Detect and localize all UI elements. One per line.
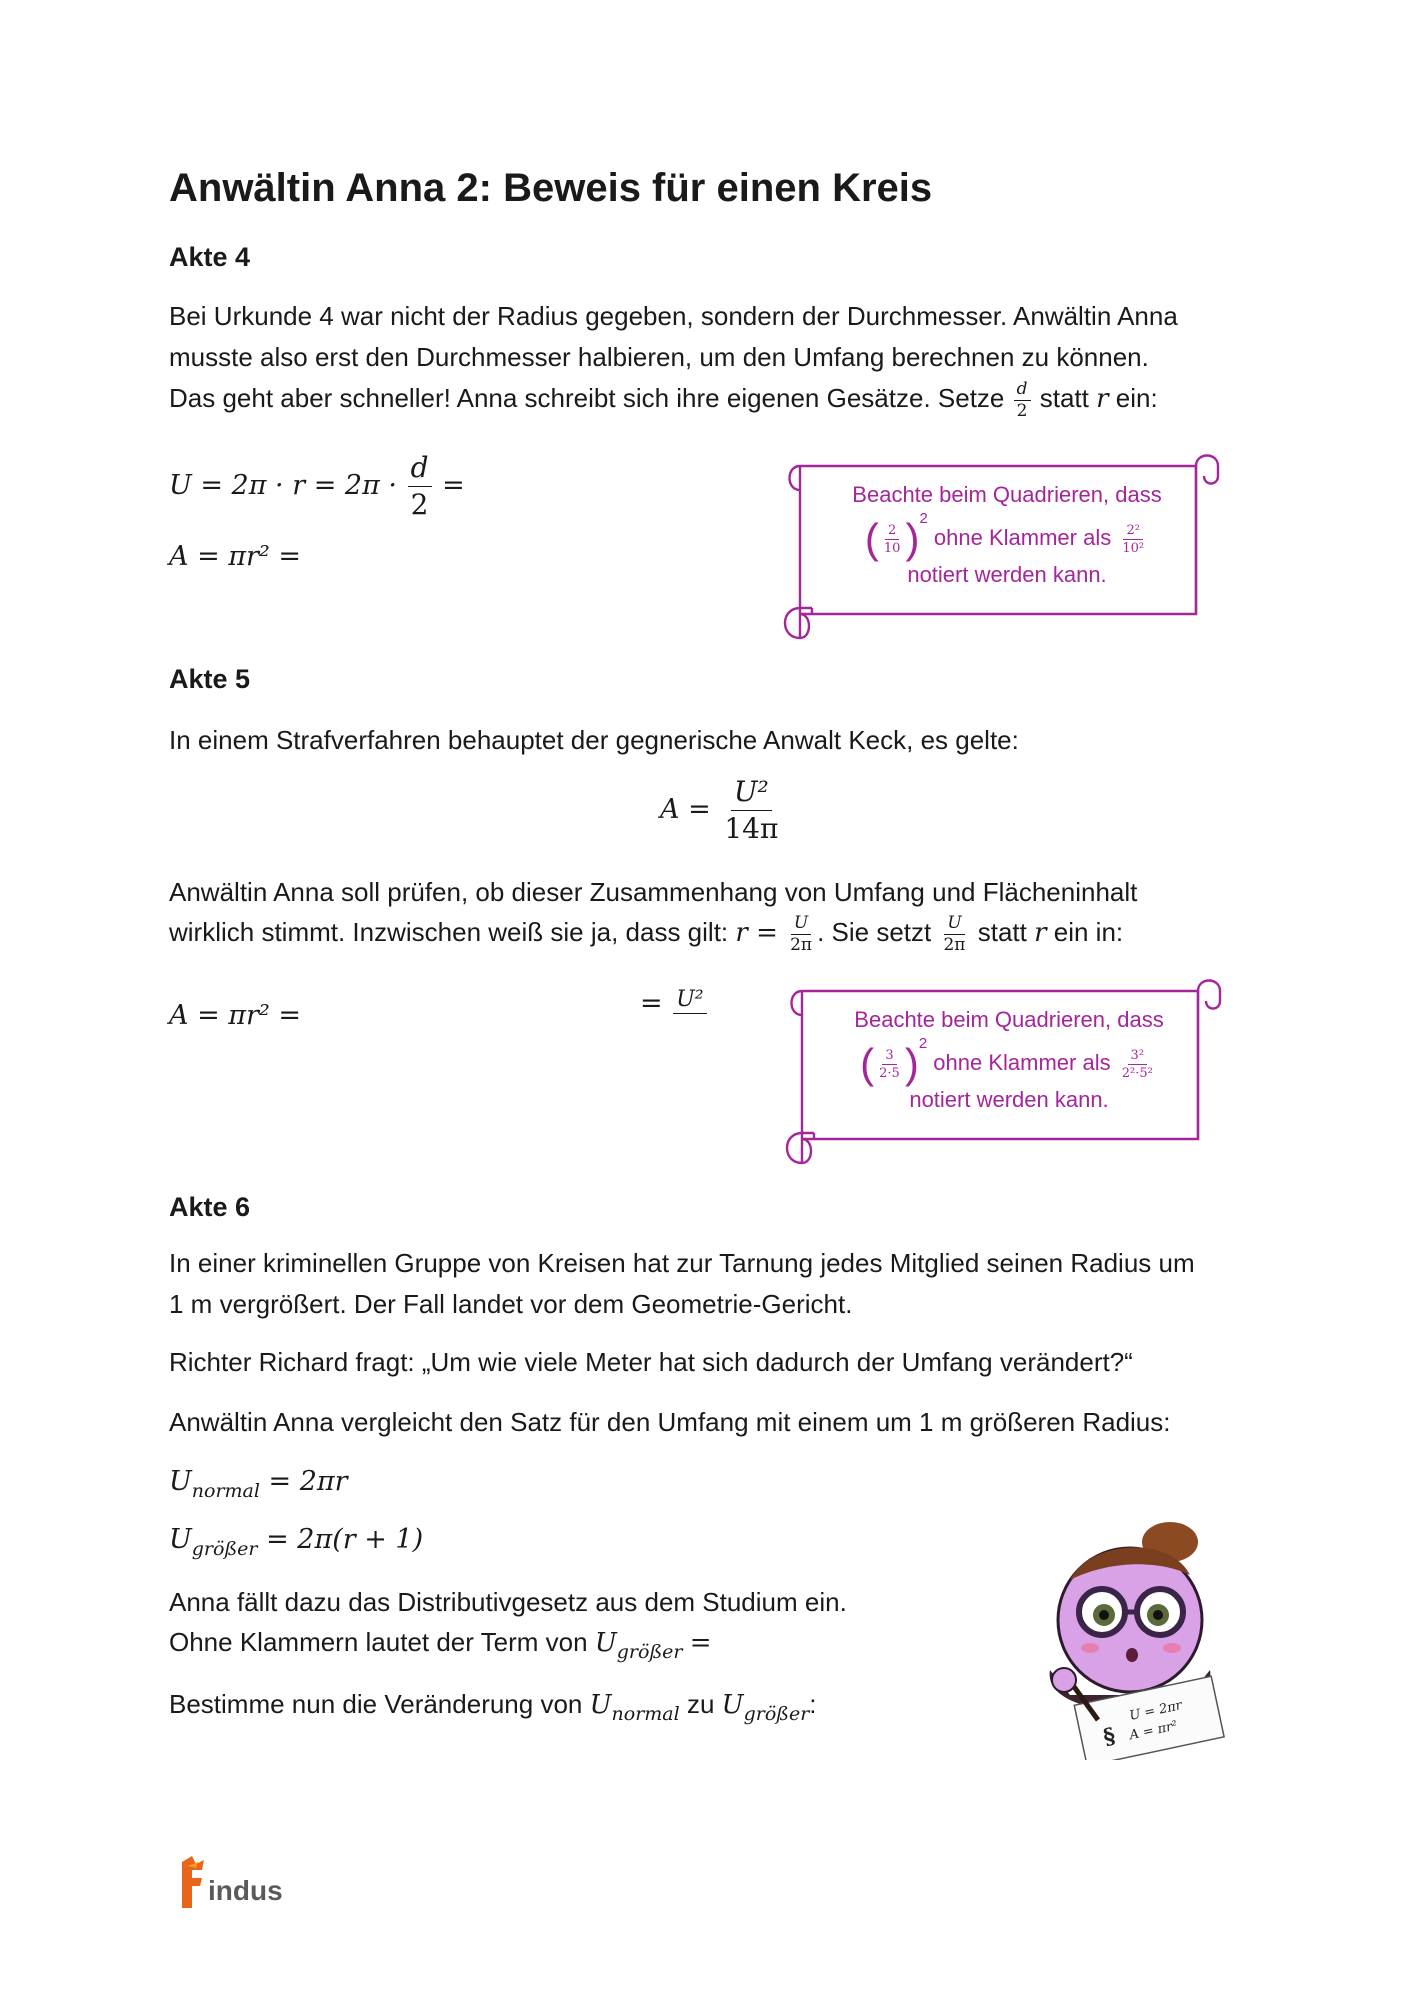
note1-result-fraction: $\frac{\text{2²}}{\text{10²}}$ xyxy=(1122,522,1145,556)
akte4-ein: ein: xyxy=(1115,383,1158,413)
equation-u-normal: $U_{normal} = 2\pi r$ xyxy=(169,1466,348,1502)
akte5-equation-a: A = πr² = xyxy=(169,1000,301,1031)
fraction-d-over-2-large: $\frac{d}{2}$ xyxy=(408,454,432,519)
akte4-line1: Bei Urkunde 4 war nicht der Radius gegeben, sondern der Durchmesser. Anwältin Anna xyxy=(169,301,1178,331)
note1-line3: notiert werden kann. xyxy=(907,562,1107,588)
mouth xyxy=(1126,1648,1138,1662)
akte4-line3-text: Das geht aber schneller! Anna schreibt sich ihre eigenen Gesätze. Setze xyxy=(169,383,1005,413)
fraction-u-over-2pi-b: $\frac{U}{2\pi}$ xyxy=(943,912,966,955)
findus-logo-mark xyxy=(178,1856,298,1910)
akte5-line2: Anwältin Anna soll prüfen, ob dieser Zusammenhang von Umfang und Flächeninhalt xyxy=(169,877,1138,907)
akte4-line2: musste also erst den Durchmesser halbieren, um den Umfang berechnen zu können. xyxy=(169,342,1149,372)
akte6-line6: Ohne Klammern lautet der Term von $U_{größer}$ = xyxy=(169,1627,712,1663)
hand xyxy=(1052,1668,1076,1692)
page-title: Anwältin Anna 2: Beweis für einen Kreis xyxy=(169,166,933,210)
findus-logo xyxy=(178,1856,298,1910)
note2-line2: ( $\frac{3}{2\cdot 5}$ )$^2$ ohne Klammer als $\frac{\text{3²}}{\text{2²·5²}}$ xyxy=(814,1035,1204,1085)
paragraph-sign: § xyxy=(1100,1722,1118,1751)
paper-formula-a: A = πr² xyxy=(1128,1718,1179,1744)
fraction-u2-incomplete: U² xyxy=(673,989,706,1038)
fraction-u2-over-14pi: $\frac{\text{U²}}{14\pi}$ xyxy=(724,775,779,845)
logo-wordmark: indus xyxy=(208,1875,283,1906)
akte5-claim-formula: A = $\frac{\text{U²}}{14\pi}$ xyxy=(660,778,783,843)
paper-formula-u: U = 2πr xyxy=(1128,1698,1184,1724)
akte5-line1: In einem Strafverfahren behauptet der gegnerische Anwalt Keck, es gelte: xyxy=(169,725,1019,755)
akte4-equation-u: U = 2π · r = 2π · $\frac{d}{2}$ = xyxy=(169,451,465,521)
anna-illustration xyxy=(1020,1520,1240,1760)
akte6-line4: Anwältin Anna vergleicht den Satz für den Umfang mit einem um 1 m größeren Radius: xyxy=(169,1407,1171,1437)
note1 xyxy=(812,482,1202,588)
note1-line2: ( $\frac{2}{10}$ )$^2$ ohne Klammer als $\frac{\text{2²}}{\text{10²}}$ xyxy=(812,510,1202,560)
akte6-line3: Richter Richard fragt: „Um wie viele Meter hat sich dadurch der Umfang verändert?“ xyxy=(169,1347,1133,1377)
akte5-equation-result: = U² xyxy=(640,988,709,1038)
akte5-line3: wirklich stimmt. Inzwischen weiß sie ja, dass gilt: r = $\frac{U}{2\pi}$ . Sie setzt $\frac{U}{2\pi}$ statt r ein in: xyxy=(169,912,1124,955)
note2-line3: notiert werden kann. xyxy=(909,1087,1109,1113)
fraction-u-over-2pi-a: $\frac{U}{2\pi}$ xyxy=(790,912,813,955)
akte6-line5: Anna fällt dazu das Distributivgesetz aus dem Studium ein. xyxy=(169,1587,847,1617)
note1-fraction: $\frac{2}{10}$ xyxy=(883,522,901,556)
note2-fraction: $\frac{3}{2\cdot 5}$ xyxy=(879,1047,900,1081)
akte6-line2: 1 m vergrößert. Der Fall landet vor dem Geometrie-Gericht. xyxy=(169,1289,853,1319)
note2 xyxy=(814,1007,1204,1113)
fraction-d-over-2: $\frac{d}{2}$ xyxy=(1014,381,1031,420)
akte6-line7: Bestimme nun die Veränderung von $U_{normal}$ zu $U_{größer}$: xyxy=(169,1689,817,1725)
akte4-heading: Akte 4 xyxy=(169,242,251,272)
akte4-line3 xyxy=(169,378,1158,420)
akte5-heading: Akte 5 xyxy=(169,664,251,694)
note2-result-fraction: $\frac{\text{3²}}{\text{2²·5²}}$ xyxy=(1121,1047,1153,1081)
note2-line1: Beachte beim Quadrieren, dass xyxy=(854,1007,1164,1032)
akte6-line1: In einer kriminellen Gruppe von Kreisen hat zur Tarnung jedes Mitglied seinen Radius um xyxy=(169,1248,1195,1278)
akte4-statt: statt xyxy=(1039,383,1089,413)
note1-line1: Beachte beim Quadrieren, dass xyxy=(852,482,1162,507)
akte4-equation-a: A = πr² = xyxy=(169,541,301,572)
equation-u-groesser: $U_{größer} = 2\pi(r + 1)$ xyxy=(169,1524,424,1560)
variable-r: r xyxy=(1096,384,1109,414)
akte6-heading: Akte 6 xyxy=(169,1192,251,1222)
